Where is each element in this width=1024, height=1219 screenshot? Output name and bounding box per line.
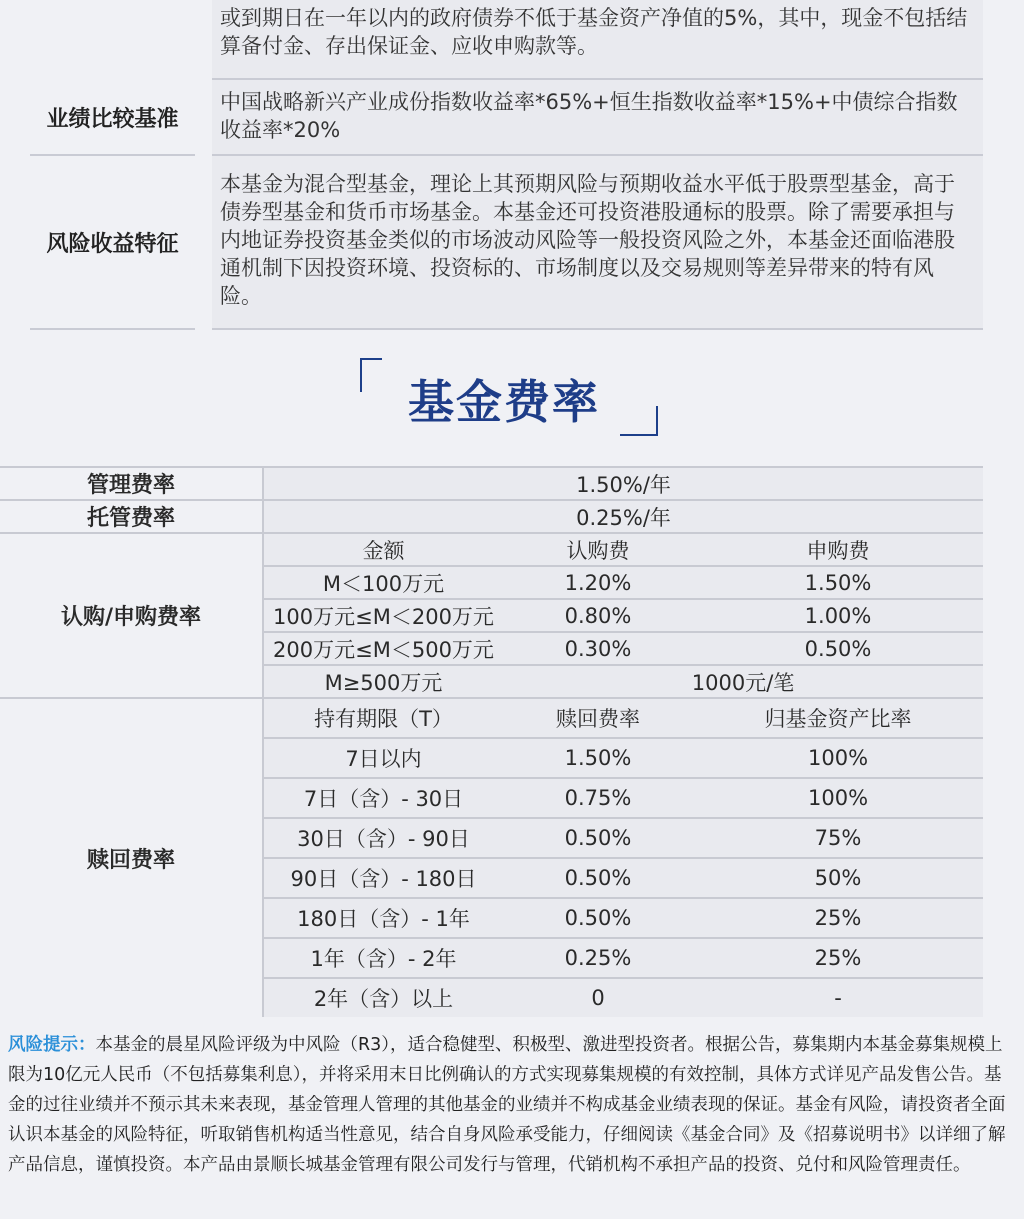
table-cell: 1.50% xyxy=(693,566,983,599)
table-cell: 0.50% xyxy=(503,818,693,858)
section-title-fund-fees xyxy=(360,352,660,442)
fund-info-section xyxy=(30,0,983,330)
table-header-cell: 赎回费率 xyxy=(503,698,693,738)
table-cell: 100万元≤M＜200万元 xyxy=(263,599,503,632)
info-label xyxy=(30,0,195,76)
table-cell: 25% xyxy=(693,938,983,978)
table-cell: 0.50% xyxy=(503,898,693,938)
table-cell: 1.20% xyxy=(503,566,693,599)
table-cell: M≥500万元 xyxy=(263,665,503,698)
fee-row-custody xyxy=(0,500,983,533)
table-cell: 100% xyxy=(693,778,983,818)
table-cell: 7日（含）- 30日 xyxy=(263,778,503,818)
table-cell: 30日（含）- 90日 xyxy=(263,818,503,858)
table-cell: 0 xyxy=(503,978,693,1017)
table-row-subscription-header xyxy=(0,533,983,566)
table-header-cell: 归基金资产比率 xyxy=(693,698,983,738)
table-cell: 1年（含）- 2年 xyxy=(263,938,503,978)
risk-disclaimer-heading: 风险提示： xyxy=(8,1035,96,1055)
info-row-benchmark xyxy=(30,80,983,156)
table-cell: 50% xyxy=(693,858,983,898)
table-header-cell: 持有期限（T） xyxy=(263,698,503,738)
table-cell: 7日以内 xyxy=(263,738,503,778)
table-row-redemption-header xyxy=(0,698,983,738)
table-cell: 0.80% xyxy=(503,599,693,632)
table-cell: 0.25% xyxy=(503,938,693,978)
fee-label-subscription: 认购/申购费率 xyxy=(0,533,263,698)
info-label-benchmark: 业绩比较基准 xyxy=(30,80,195,156)
table-cell: 1000元/笔 xyxy=(503,665,983,698)
table-cell: 90日（含）- 180日 xyxy=(263,858,503,898)
table-cell: 180日（含）- 1年 xyxy=(263,898,503,938)
table-cell: 75% xyxy=(693,818,983,858)
table-cell: 0.75% xyxy=(503,778,693,818)
fee-value-management: 1.50%/年 xyxy=(263,467,983,500)
info-value: 或到期日在一年以内的政府债券不低于基金资产净值的5%，其中，现金不包括结算备付金、存出保证金、应收申购款等。 xyxy=(212,0,983,80)
table-cell: 0.50% xyxy=(693,632,983,665)
table-cell: 200万元≤M＜500万元 xyxy=(263,632,503,665)
section-title-text: 基金费率 xyxy=(408,375,600,429)
table-cell: 0.30% xyxy=(503,632,693,665)
bracket-open-decoration xyxy=(360,358,382,392)
fee-row-management xyxy=(0,467,983,500)
table-cell: - xyxy=(693,978,983,1017)
table-header-cell: 申购费 xyxy=(693,533,983,566)
info-value-benchmark: 中国战略新兴产业成份指数收益率*65%+恒生指数收益率*15%+中债综合指数收益率*20% xyxy=(212,80,983,156)
table-cell: M＜100万元 xyxy=(263,566,503,599)
table-cell: 25% xyxy=(693,898,983,938)
table-cell: 1.00% xyxy=(693,599,983,632)
fee-label-redemption: 赎回费率 xyxy=(0,698,263,1017)
info-row-asset-allocation xyxy=(30,0,983,80)
fee-value-custody: 0.25%/年 xyxy=(263,500,983,533)
info-row-risk-return xyxy=(30,156,983,330)
fee-table xyxy=(0,466,983,1017)
fee-label-management: 管理费率 xyxy=(0,467,263,500)
risk-disclaimer xyxy=(8,1030,1008,1180)
risk-disclaimer-text: 本基金的晨星风险评级为中风险（R3），适合稳健型、积极型、激进型投资者。根据公告，募集期内本基金募集规模上限为10亿元人民币（不包括募集利息），并将采用末日比例确认的方式实现募集规模的有效控制，具体方式详见产品发售公告。基金的过往业绩并不预示其未来表现，基金管理人管理的其他基金的业绩并不构成基金业绩表现的保证。基金有风险，请投资者全面认识本基金的风险特征，听取销售机构适当性意见，结合自身风险承受能力，仔细阅读《基金合同》及《招募说明书》以详细了解产品信息，谨慎投资。本产品由景顺长城基金管理有限公司发行与管理，代销机构不承担产品的投资、兑付和风险管理责任。 xyxy=(8,1035,1006,1175)
bracket-close-decoration xyxy=(620,406,658,436)
table-header-cell: 认购费 xyxy=(503,533,693,566)
info-value-risk-return: 本基金为混合型基金，理论上其预期风险与预期收益水平低于股票型基金，高于债券型基金和货币市场基金。本基金还可投资港股通标的股票。除了需要承担与内地证券投资基金类似的市场波动风险等一般投资风险之外，本基金还面临港股通机制下因投资环境、投资标的、市场制度以及交易规则等差异带来的特有风险。 xyxy=(212,156,983,330)
table-cell: 100% xyxy=(693,738,983,778)
fee-label-custody: 托管费率 xyxy=(0,500,263,533)
info-label-risk-return: 风险收益特征 xyxy=(30,156,195,330)
table-cell: 1.50% xyxy=(503,738,693,778)
table-cell: 2年（含）以上 xyxy=(263,978,503,1017)
table-header-cell: 金额 xyxy=(263,533,503,566)
table-cell: 0.50% xyxy=(503,858,693,898)
